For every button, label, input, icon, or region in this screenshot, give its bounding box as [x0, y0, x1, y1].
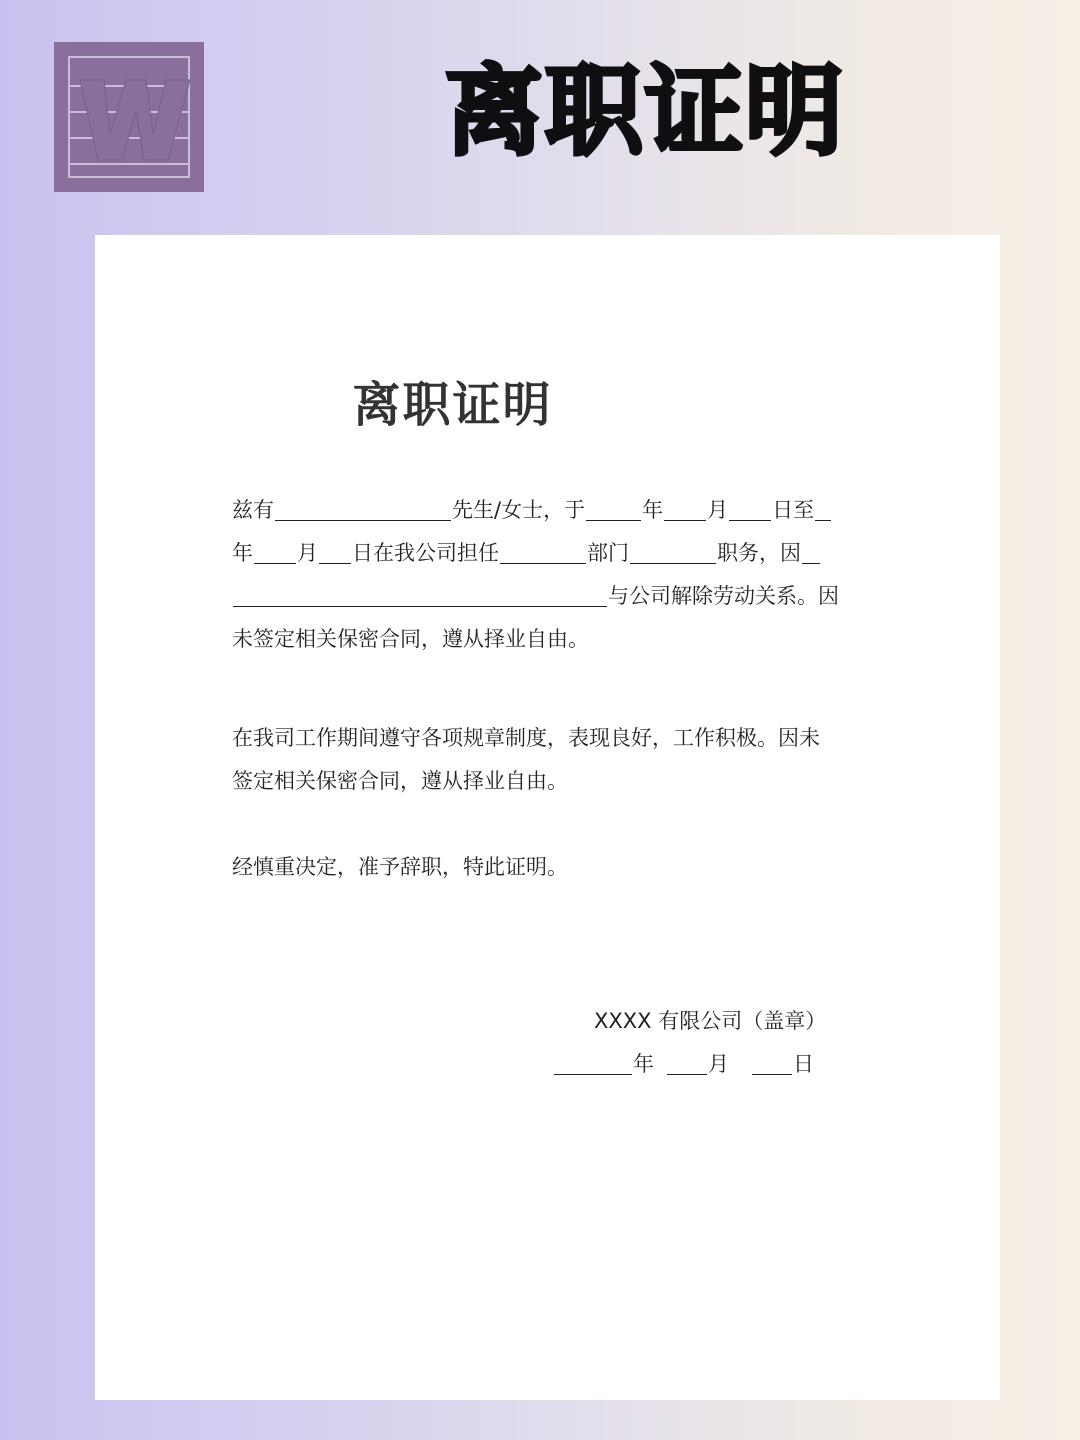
- start-day-blank: [729, 500, 771, 521]
- text-fragment: 部门: [587, 541, 629, 565]
- position-blank: [630, 543, 716, 564]
- end-day-blank: [319, 543, 351, 564]
- end-year-blank: [815, 500, 831, 521]
- paragraph1-line1: [232, 495, 832, 525]
- name-blank: [275, 500, 451, 521]
- text-fragment: 职务，因: [717, 541, 801, 565]
- text-fragment: 与公司解除劳动关系。因: [608, 584, 839, 608]
- word-document-icon: [54, 42, 204, 192]
- company-seal-line: XXXX 有限公司（盖章）: [594, 1009, 827, 1033]
- paragraph2-line2: 签定相关保密合同，遵从择业自由。: [232, 769, 568, 793]
- text-fragment: 日在我公司担任: [352, 541, 499, 565]
- sign-month-blank: [667, 1054, 707, 1075]
- end-month-blank: [254, 543, 296, 564]
- paragraph1-line2: [232, 538, 821, 568]
- text-fragment: 先生/女士，于: [452, 498, 586, 522]
- sign-year-blank: [554, 1054, 632, 1075]
- banner-title: 离职证明: [445, 55, 846, 169]
- month-label: 月: [708, 1052, 729, 1076]
- text-fragment: 年: [232, 541, 253, 565]
- text-fragment: 日至: [772, 498, 815, 522]
- department-blank: [500, 543, 586, 564]
- paragraph1-line3: [232, 581, 839, 611]
- start-year-blank: [586, 500, 641, 521]
- signature-date-line: [553, 1049, 814, 1079]
- day-label: 日: [793, 1052, 814, 1076]
- text-fragment: 年: [642, 498, 664, 522]
- text-fragment: 月: [707, 498, 729, 522]
- paragraph1-line4: 未签定相关保密合同，遵从择业自由。: [232, 627, 589, 651]
- document-title: 离职证明: [352, 377, 553, 433]
- text-fragment: 兹有: [232, 498, 274, 522]
- text-fragment: 月: [297, 541, 318, 565]
- paragraph3: 经慎重决定，准予辞职，特此证明。: [232, 855, 568, 879]
- reason-blank: [233, 586, 607, 607]
- reason-blank-start: [802, 543, 820, 564]
- paragraph2-line1: 在我司工作期间遵守各项规章制度，表现良好，工作积极。因未: [232, 726, 820, 750]
- year-label: 年: [633, 1052, 654, 1076]
- start-month-blank: [664, 500, 706, 521]
- sign-day-blank: [752, 1054, 792, 1075]
